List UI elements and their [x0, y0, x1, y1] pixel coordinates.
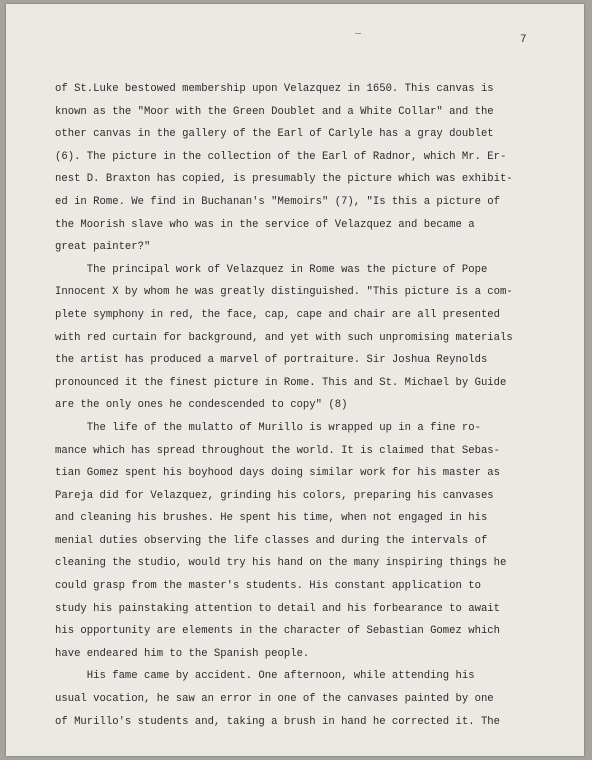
- text-line: with red curtain for background, and yet with such unpromising materials: [55, 331, 513, 344]
- text-line: pronounced it the finest picture in Rome. This and St. Michael by Guide: [55, 376, 507, 389]
- text-line: (6). The picture in the collection of the Earl of Radnor, which Mr. Er-: [55, 150, 507, 163]
- text-line: The principal work of Velazquez in Rome was the picture of Pope: [55, 263, 488, 276]
- text-line: of Murillo's students and, taking a brush in hand he corrected it. The: [55, 715, 501, 728]
- text-line: the artist has produced a marvel of portraiture. Sir Joshua Reynolds: [55, 354, 488, 367]
- text-line: menial duties observing the life classes and during the intervals of: [55, 534, 488, 547]
- text-line: study his painstaking attention to detail and his forbearance to await: [55, 602, 501, 615]
- text-line: have endeared him to the Spanish people.: [55, 647, 310, 660]
- ink-smudge: [355, 33, 361, 34]
- typed-page: [6, 4, 584, 756]
- text-line: nest D. Braxton has copied, is presumably the picture which was exhibit-: [55, 173, 513, 186]
- text-line: known as the "Moor with the Green Doublet and a White Collar" and the: [55, 105, 494, 118]
- body-text: [55, 78, 555, 733]
- text-line: tian Gomez spent his boyhood days doing similar work for his master as: [55, 467, 501, 480]
- text-line: cleaning the studio, would try his hand on the many inspiring things he: [55, 557, 507, 570]
- text-line: great painter?": [55, 241, 151, 254]
- text-line: other canvas in the gallery of the Earl of Carlyle has a gray doublet: [55, 128, 494, 141]
- page-number: 7: [520, 34, 527, 46]
- text-line: ed in Rome. We find in Buchanan's "Memoirs" (7), "Is this a picture of: [55, 195, 501, 208]
- text-line: Pareja did for Velazquez, grinding his colors, preparing his canvases: [55, 489, 494, 502]
- text-line: His fame came by accident. One afternoon, while attending his: [55, 670, 475, 683]
- text-line: the Moorish slave who was in the service of Velazquez and became a: [55, 218, 475, 231]
- text-line: his opportunity are elements in the character of Sebastian Gomez which: [55, 625, 501, 638]
- text-line: The life of the mulatto of Murillo is wrapped up in a fine ro-: [55, 421, 481, 434]
- text-line: and cleaning his brushes. He spent his time, when not engaged in his: [55, 512, 488, 525]
- text-line: usual vocation, he saw an error in one of the canvases painted by one: [55, 693, 494, 706]
- text-line: are the only ones he condescended to copy" (8): [55, 399, 348, 412]
- text-line: could grasp from the master's students. His constant application to: [55, 580, 481, 593]
- text-line: mance which has spread throughout the world. It is claimed that Sebas-: [55, 444, 501, 457]
- text-line: plete symphony in red, the face, cap, cape and chair are all presented: [55, 308, 501, 321]
- text-line: of St.Luke bestowed membership upon Velazquez in 1650. This canvas is: [55, 83, 494, 95]
- text-line: Innocent X by whom he was greatly distinguished. "This picture is a com-: [55, 286, 513, 299]
